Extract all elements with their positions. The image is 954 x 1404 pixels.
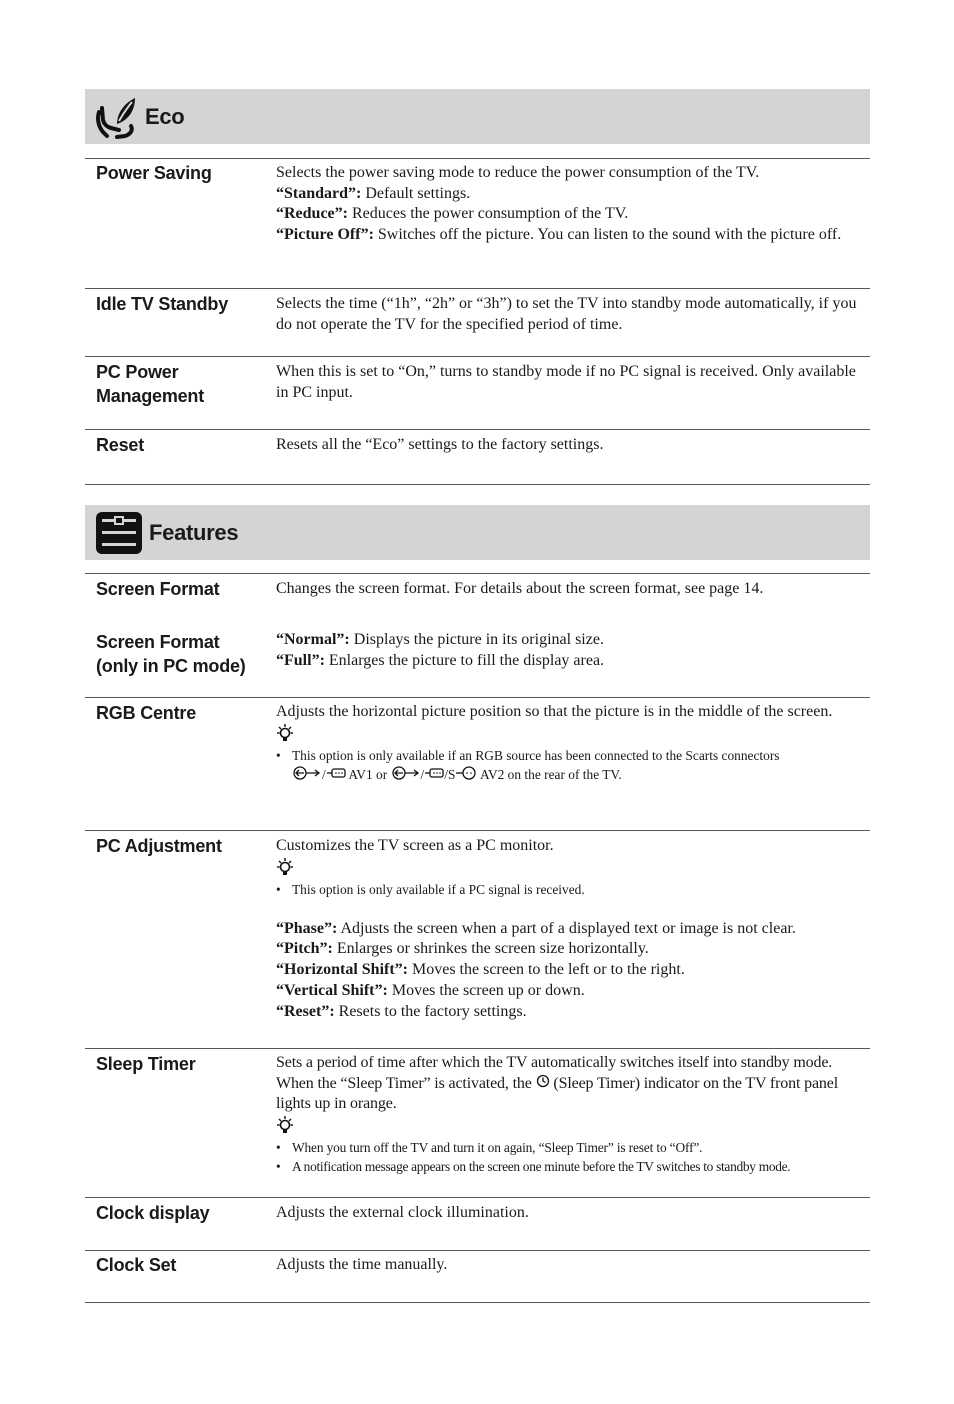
sleep-timer-label: Sleep Timer (96, 1054, 196, 1074)
features-section-header (85, 505, 870, 560)
s-video-output-icon (455, 766, 477, 785)
eco-section-header (85, 89, 870, 144)
divider (85, 830, 870, 831)
screen-format-description: Changes the screen format. For details about the screen format, see page 14. (276, 580, 764, 597)
pc-power-management-description: When this is set to “On,” turns to standby mode if no PC signal is received. Only available in PC input. (276, 363, 856, 401)
pc-adjustment-option-vertical-shift: “Vertical Shift”: Moves the screen up or down. (276, 981, 585, 999)
clock-set-description: Adjusts the time manually. (276, 1256, 448, 1273)
divider (85, 1302, 870, 1303)
pc-adjustment-option-phase: “Phase”: Adjusts the screen when a part of a displayed text or image is not clear. (276, 919, 796, 937)
divider (85, 573, 870, 574)
eco-hands-leaf-icon (95, 94, 139, 140)
pc-adjustment-label: PC Adjustment (96, 836, 222, 856)
rgb-centre-text: Adjusts the horizontal picture position so that the picture is in the middle of the screen. (276, 703, 833, 720)
pc-adjustment-option-reset: “Reset”: Resets to the factory settings. (276, 1002, 527, 1020)
power-saving-option-reduce: “Reduce”: Reduces the power consumption of the TV. (276, 205, 629, 223)
rgb-centre-description (276, 702, 870, 785)
divider (85, 1250, 870, 1251)
eco-reset-description: Resets all the “Eco” settings to the factory settings. (276, 436, 604, 453)
rgb-centre-note: • This option is only available if an RGB source has been connected to the Scarts connectors / AV1 or / /S AV2 on the rear of the TV. (276, 746, 870, 785)
sleep-timer-indicator-text: When the “Sleep Timer” is activated, the (Sleep Timer) indicator on the TV front panel lights up in orange. (276, 1074, 839, 1113)
idle-tv-standby-label: Idle TV Standby (96, 294, 229, 314)
divider (85, 356, 870, 357)
power-saving-option-standard: “Standard”: Default settings. (276, 184, 471, 202)
rgb-centre-label: RGB Centre (96, 703, 197, 723)
hint-lightbulb-icon (276, 1116, 870, 1136)
clock-set-label: Clock Set (96, 1255, 177, 1275)
pc-adjustment-note: • This option is only available if a PC signal is received. (276, 880, 870, 899)
sleep-timer-note: • When you turn off the TV and turn it on again, “Sleep Timer” is reset to “Off”. (276, 1138, 870, 1157)
power-saving-label: Power Saving (96, 163, 212, 183)
clock-display-label: Clock display (96, 1203, 210, 1223)
hint-lightbulb-icon (276, 724, 870, 744)
sleep-timer-description (276, 1053, 870, 1176)
screen-format-option-normal: “Normal”: Displays the picture in its original size. (276, 631, 604, 648)
pc-power-management-label: PC Power Management (96, 362, 205, 406)
screen-format-pc-label: Screen Format (only in PC mode) (96, 632, 246, 676)
eco-reset-label: Reset (96, 435, 145, 455)
divider (85, 484, 870, 485)
screen-format-label: Screen Format (96, 579, 220, 599)
idle-tv-standby-description: Selects the time (“1h”, “2h” or “3h”) to set the TV into standby mode automatically, if you do not operate the TV for the specified period of time. (276, 295, 857, 333)
sleep-timer-note: • A notification message appears on the screen one minute before the TV switches to standby mode. (276, 1157, 870, 1176)
power-saving-option-picture-off: “Picture Off”: Switches off the picture. You can listen to the sound with the picture off. (276, 226, 842, 244)
divider (85, 1197, 870, 1198)
scart-input-icon (391, 766, 421, 785)
divider (85, 697, 870, 698)
power-saving-intro: Selects the power saving mode to reduce the power consumption of the TV. (276, 164, 760, 181)
scart-output-icon (326, 766, 346, 785)
divider (85, 288, 870, 289)
clock-display-description: Adjusts the external clock illumination. (276, 1204, 529, 1221)
divider (85, 429, 870, 430)
sleep-timer-indicator-icon (536, 1074, 550, 1095)
pc-adjustment-option-horizontal-shift: “Horizontal Shift”: Moves the screen to the left or to the right. (276, 961, 685, 979)
pc-adjustment-description (276, 836, 870, 1022)
pc-adjustment-option-pitch: “Pitch”: Enlarges or shrinkes the screen size horizontally. (276, 940, 649, 958)
features-toolbox-icon (95, 510, 143, 556)
sleep-timer-text: Sets a period of time after which the TV automatically switches itself into standby mode. (276, 1054, 833, 1071)
scart-output-icon (424, 766, 444, 785)
divider (85, 1048, 870, 1049)
power-saving-description (276, 163, 870, 246)
hint-lightbulb-icon (276, 858, 870, 878)
screen-format-option-full: “Full”: Enlarges the picture to fill the display area. (276, 651, 605, 669)
scart-input-icon (292, 766, 322, 785)
features-section-title: Features (149, 519, 239, 545)
eco-section-title: Eco (145, 103, 185, 129)
screen-format-pc-description (276, 630, 870, 671)
divider (85, 158, 870, 159)
pc-adjustment-text: Customizes the TV screen as a PC monitor. (276, 837, 554, 854)
